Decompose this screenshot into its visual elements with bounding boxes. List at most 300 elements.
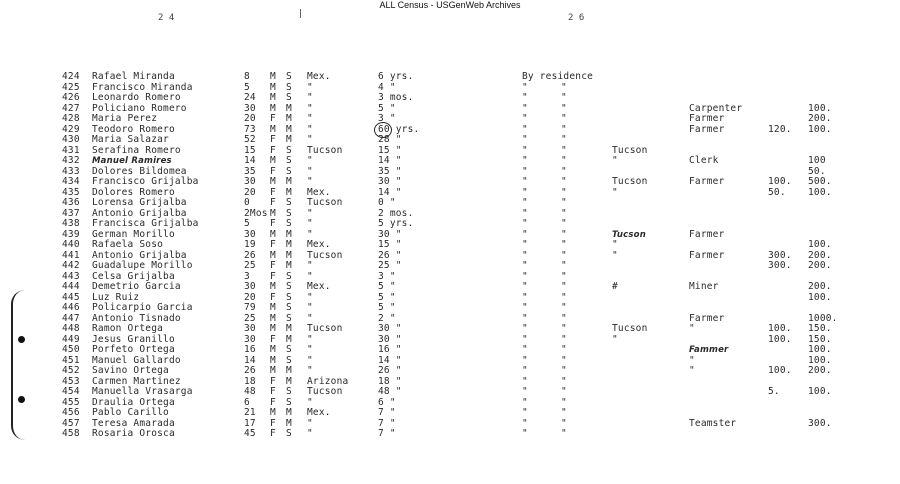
cell-yr: " bbox=[522, 186, 528, 198]
cell-age: 35 bbox=[244, 165, 256, 177]
cell-sex: M bbox=[270, 155, 276, 166]
cell-q1: " bbox=[561, 228, 567, 240]
table-row bbox=[0, 83, 900, 93]
cell-place: Tucson bbox=[612, 144, 648, 156]
cell-res: 60 yrs. bbox=[378, 123, 420, 135]
cell-num: 447 bbox=[62, 312, 80, 324]
cell-ms: M bbox=[286, 228, 292, 240]
cell-v2: 100. bbox=[808, 386, 832, 397]
cell-sex: F bbox=[270, 375, 276, 387]
cell-q1: " bbox=[561, 323, 567, 334]
cell-place: " bbox=[612, 186, 618, 198]
cell-sex: F bbox=[270, 144, 276, 156]
fold-mark bbox=[300, 9, 301, 18]
cell-birth: Mex. bbox=[307, 407, 331, 418]
cell-v2: 200. bbox=[808, 113, 832, 124]
table-row bbox=[0, 188, 900, 198]
cell-age: 21 bbox=[244, 407, 256, 418]
cell-occ: Farmer bbox=[689, 228, 725, 240]
cell-occ: Teamster bbox=[689, 417, 737, 429]
cell-place: " bbox=[612, 239, 618, 250]
cell-res: 14 " bbox=[378, 186, 402, 198]
cell-birth: Tucson bbox=[307, 323, 343, 334]
cell-q1: " bbox=[561, 312, 567, 324]
cell-birth: " bbox=[307, 123, 313, 135]
cell-res: 30 " bbox=[378, 333, 402, 345]
cell-yr: " bbox=[522, 207, 528, 219]
cell-res: 6 " bbox=[378, 396, 396, 408]
cell-res: 28 " bbox=[378, 134, 402, 145]
cell-v1: 50. bbox=[768, 186, 786, 198]
cell-occ: " bbox=[689, 365, 695, 376]
cell-birth: " bbox=[307, 417, 313, 429]
cell-birth: " bbox=[307, 176, 313, 187]
cell-name: Francisco Grijalba bbox=[92, 176, 199, 187]
cell-q1: " bbox=[561, 354, 567, 366]
cell-age: 26 bbox=[244, 365, 256, 376]
cell-sex: M bbox=[270, 207, 276, 219]
cell-sex: F bbox=[270, 113, 276, 124]
cell-name: Antonio Tisnado bbox=[92, 312, 181, 324]
cell-v1: 5. bbox=[768, 386, 780, 397]
page-number-right: 2 6 bbox=[568, 13, 585, 23]
cell-age: 14 bbox=[244, 155, 256, 166]
cell-sex: F bbox=[270, 417, 276, 429]
cell-yr: " bbox=[522, 81, 528, 93]
cell-res: 15 " bbox=[378, 144, 402, 156]
cell-ms: S bbox=[286, 281, 292, 292]
cell-q1: " bbox=[561, 207, 567, 219]
cell-yr: " bbox=[522, 270, 528, 282]
cell-v1: 300. bbox=[768, 260, 792, 271]
cell-yr: " bbox=[522, 144, 528, 156]
cell-birth: Mex. bbox=[307, 71, 331, 82]
table-row bbox=[0, 387, 900, 397]
cell-birth: " bbox=[307, 354, 313, 366]
table-row bbox=[0, 72, 900, 82]
cell-ms: S bbox=[286, 270, 292, 282]
cell-ms: S bbox=[286, 197, 292, 208]
cell-age: 19 bbox=[244, 239, 256, 250]
cell-name: Maria Perez bbox=[92, 113, 158, 124]
cell-num: 454 bbox=[62, 386, 80, 397]
cell-sex: F bbox=[270, 239, 276, 250]
cell-name: Manuella Vrasarga bbox=[92, 386, 193, 397]
cell-name: Antonio Grijalba bbox=[92, 249, 187, 261]
table-row bbox=[0, 398, 900, 408]
table-row bbox=[0, 303, 900, 313]
table-row bbox=[0, 293, 900, 303]
cell-sex: F bbox=[270, 165, 276, 177]
cell-occ: Carpenter bbox=[689, 102, 743, 114]
cell-ms: M bbox=[286, 113, 292, 124]
cell-v1: 100. bbox=[768, 323, 792, 334]
cell-q1: " bbox=[561, 81, 567, 93]
cell-v2: 100. bbox=[808, 123, 832, 135]
cell-birth: " bbox=[307, 165, 313, 177]
cell-name: Teodoro Romero bbox=[92, 123, 175, 135]
cell-name: Antonio Grijalba bbox=[92, 207, 187, 219]
cell-num: 446 bbox=[62, 302, 80, 313]
cell-res: 0 " bbox=[378, 197, 396, 208]
table-row bbox=[0, 314, 900, 324]
cell-sex: M bbox=[270, 92, 276, 103]
table-row bbox=[0, 272, 900, 282]
cell-name: Ramon Ortega bbox=[92, 323, 164, 334]
cell-res: 30 " bbox=[378, 228, 402, 240]
cell-num: 448 bbox=[62, 323, 80, 334]
cell-num: 438 bbox=[62, 218, 80, 229]
cell-res: 3 " bbox=[378, 270, 396, 282]
cell-res: 6 yrs. bbox=[378, 71, 414, 82]
cell-place: Tucson bbox=[612, 176, 648, 187]
cell-name: Luz Ruiz bbox=[92, 291, 140, 303]
cell-occ: Farmer bbox=[689, 176, 725, 187]
cell-ms: S bbox=[286, 291, 292, 303]
table-row bbox=[0, 408, 900, 418]
cell-ms: S bbox=[286, 155, 292, 166]
table-row bbox=[0, 177, 900, 187]
cell-age: 18 bbox=[244, 375, 256, 387]
cell-num: 428 bbox=[62, 113, 80, 124]
cell-q1: " bbox=[561, 333, 567, 345]
table-row bbox=[0, 429, 900, 439]
cell-q1: " bbox=[561, 186, 567, 198]
cell-age: 5 bbox=[244, 81, 250, 93]
cell-yr: " bbox=[522, 165, 528, 177]
cell-birth: " bbox=[307, 428, 313, 439]
cell-q1: " bbox=[561, 239, 567, 250]
cell-age: 0 bbox=[244, 197, 250, 208]
cell-sex: M bbox=[270, 102, 276, 114]
cell-res: 7 " bbox=[378, 407, 396, 418]
cell-sex: M bbox=[270, 365, 276, 376]
cell-birth: Tucson bbox=[307, 386, 343, 397]
cell-yr: " bbox=[522, 239, 528, 250]
cell-birth: " bbox=[307, 102, 313, 114]
cell-sex: M bbox=[270, 302, 276, 313]
cell-birth: " bbox=[307, 291, 313, 303]
cell-name: Pablo Carillo bbox=[92, 407, 169, 418]
cell-yr: " bbox=[522, 260, 528, 271]
cell-res: 2 mos. bbox=[378, 207, 414, 219]
cell-q1: " bbox=[561, 417, 567, 429]
cell-name: Porfeto Ortega bbox=[92, 344, 175, 355]
cell-ms: M bbox=[286, 176, 292, 187]
table-row bbox=[0, 93, 900, 103]
cell-res: 2 " bbox=[378, 312, 396, 324]
cell-ms: S bbox=[286, 92, 292, 103]
cell-yr: " bbox=[522, 228, 528, 240]
cell-birth: " bbox=[307, 155, 313, 166]
cell-ms: S bbox=[286, 428, 292, 439]
cell-num: 456 bbox=[62, 407, 80, 418]
cell-age: 15 bbox=[244, 144, 256, 156]
cell-sex: M bbox=[270, 354, 276, 366]
cell-place: Tucson bbox=[612, 229, 646, 240]
cell-occ: Farmer bbox=[689, 113, 725, 124]
cell-yr: " bbox=[522, 155, 528, 166]
cell-sex: M bbox=[270, 81, 276, 93]
cell-res: 14 " bbox=[378, 354, 402, 366]
cell-sex: F bbox=[270, 333, 276, 345]
cell-res: 14 " bbox=[378, 155, 402, 166]
cell-age: 48 bbox=[244, 386, 256, 397]
cell-num: 439 bbox=[62, 228, 80, 240]
cell-birth: " bbox=[307, 113, 313, 124]
cell-res: 26 " bbox=[378, 365, 402, 376]
cell-res: 18 " bbox=[378, 375, 402, 387]
cell-num: 426 bbox=[62, 92, 80, 103]
cell-ms: S bbox=[286, 165, 292, 177]
cell-q1: " bbox=[561, 249, 567, 261]
cell-ms: M bbox=[286, 123, 292, 135]
cell-yr: " bbox=[522, 375, 528, 387]
cell-q1: " bbox=[561, 375, 567, 387]
cell-num: 436 bbox=[62, 197, 80, 208]
cell-yr: " bbox=[522, 281, 528, 292]
table-row bbox=[0, 104, 900, 114]
cell-sex: F bbox=[270, 186, 276, 198]
cell-age: 17 bbox=[244, 417, 256, 429]
cell-yr: " bbox=[522, 134, 528, 145]
cell-name: German Morillo bbox=[92, 228, 175, 240]
cell-birth: Mex. bbox=[307, 239, 331, 250]
cell-v2: 500. bbox=[808, 176, 832, 187]
cell-birth: Tucson bbox=[307, 144, 343, 156]
cell-v2: 100 bbox=[808, 155, 826, 166]
cell-q1: " bbox=[561, 281, 567, 292]
table-row bbox=[0, 324, 900, 334]
cell-v2: 300. bbox=[808, 417, 832, 429]
cell-res: 7 " bbox=[378, 417, 396, 429]
table-row bbox=[0, 114, 900, 124]
cell-occ: Fammer bbox=[689, 345, 729, 355]
cell-q1: " bbox=[561, 291, 567, 303]
cell-age: 25 bbox=[244, 312, 256, 324]
cell-num: 432 bbox=[62, 155, 80, 166]
cell-place: " bbox=[612, 333, 618, 345]
table-row bbox=[0, 356, 900, 366]
cell-res: 3 " bbox=[378, 113, 396, 124]
cell-v2: 100. bbox=[808, 186, 832, 198]
cell-birth: " bbox=[307, 344, 313, 355]
cell-yr: By residence bbox=[522, 71, 594, 82]
cell-ms: M bbox=[286, 365, 292, 376]
table-row bbox=[0, 230, 900, 240]
cell-sex: M bbox=[270, 281, 276, 292]
cell-age: 20 bbox=[244, 113, 256, 124]
cell-v1: 300. bbox=[768, 249, 792, 261]
cell-ms: S bbox=[286, 207, 292, 219]
cell-ms: M bbox=[286, 333, 292, 345]
cell-name: Demetrio Garcia bbox=[92, 281, 181, 292]
cell-name: Teresa Amarada bbox=[92, 417, 175, 429]
cell-yr: " bbox=[522, 218, 528, 229]
cell-age: 14 bbox=[244, 354, 256, 366]
cell-birth: " bbox=[307, 260, 313, 271]
cell-res: 30 " bbox=[378, 176, 402, 187]
cell-v2: 200. bbox=[808, 249, 832, 261]
cell-name: Manuel Ramires bbox=[92, 156, 172, 166]
cell-occ: Miner bbox=[689, 281, 719, 292]
cell-q1: " bbox=[561, 165, 567, 177]
cell-ms: M bbox=[286, 375, 292, 387]
cell-q1: " bbox=[561, 270, 567, 282]
cell-yr: " bbox=[522, 249, 528, 261]
table-row bbox=[0, 282, 900, 292]
cell-place: # bbox=[612, 281, 618, 292]
cell-birth: " bbox=[307, 365, 313, 376]
cell-sex: M bbox=[270, 323, 276, 334]
cell-age: 2Mos bbox=[244, 207, 268, 219]
cell-name: Francisca Grijalba bbox=[92, 218, 199, 229]
cell-sex: F bbox=[270, 197, 276, 208]
table-row bbox=[0, 135, 900, 145]
cell-sex: M bbox=[270, 123, 276, 135]
cell-res: 5 " bbox=[378, 281, 396, 292]
cell-num: 424 bbox=[62, 71, 80, 82]
cell-num: 435 bbox=[62, 186, 80, 198]
cell-v2: 200. bbox=[808, 260, 832, 271]
cell-name: Dolores Romero bbox=[92, 186, 175, 198]
cell-age: 79 bbox=[244, 302, 256, 313]
cell-ms: M bbox=[286, 323, 292, 334]
cell-sex: F bbox=[270, 386, 276, 397]
cell-place: Tucson bbox=[612, 323, 648, 334]
cell-v1: 100. bbox=[768, 176, 792, 187]
cell-yr: " bbox=[522, 365, 528, 376]
cell-age: 73 bbox=[244, 123, 256, 135]
cell-yr: " bbox=[522, 123, 528, 135]
cell-age: 45 bbox=[244, 428, 256, 439]
cell-name: Manuel Gallardo bbox=[92, 354, 181, 366]
cell-q1: " bbox=[561, 260, 567, 271]
cell-res: 25 " bbox=[378, 260, 402, 271]
cell-ms: S bbox=[286, 144, 292, 156]
cell-age: 30 bbox=[244, 323, 256, 334]
cell-ms: S bbox=[286, 71, 292, 82]
cell-num: 443 bbox=[62, 270, 80, 282]
cell-res: 5 " bbox=[378, 102, 396, 114]
cell-ms: S bbox=[286, 218, 292, 229]
cell-v2: 100. bbox=[808, 102, 832, 114]
cell-res: 16 " bbox=[378, 344, 402, 355]
cell-name: Celsa Grijalba bbox=[92, 270, 175, 282]
cell-birth: " bbox=[307, 333, 313, 345]
cell-name: Maria Salazar bbox=[92, 134, 169, 145]
cell-occ: Farmer bbox=[689, 312, 725, 324]
cell-yr: " bbox=[522, 344, 528, 355]
cell-v2: 150. bbox=[808, 323, 832, 334]
cell-num: 451 bbox=[62, 354, 80, 366]
cell-birth: " bbox=[307, 134, 313, 145]
archive-header: ALL Census - USGenWeb Archives bbox=[379, 0, 521, 10]
table-row bbox=[0, 209, 900, 219]
cell-name: Draulia Ortega bbox=[92, 396, 175, 408]
table-row bbox=[0, 377, 900, 387]
cell-name: Policiano Romero bbox=[92, 102, 187, 114]
cell-birth: Tucson bbox=[307, 197, 343, 208]
cell-sex: M bbox=[270, 344, 276, 355]
cell-birth: Arizona bbox=[307, 375, 349, 387]
cell-birth: " bbox=[307, 396, 313, 408]
cell-q1: " bbox=[561, 428, 567, 439]
cell-yr: " bbox=[522, 407, 528, 418]
cell-name: Carmen Martinez bbox=[92, 375, 181, 387]
cell-ms: S bbox=[286, 396, 292, 408]
cell-birth: " bbox=[307, 207, 313, 219]
cell-occ: " bbox=[689, 323, 695, 334]
cell-age: 25 bbox=[244, 260, 256, 271]
cell-age: 20 bbox=[244, 186, 256, 198]
table-row bbox=[0, 156, 900, 166]
cell-q1: " bbox=[561, 407, 567, 418]
table-row bbox=[0, 167, 900, 177]
cell-yr: " bbox=[522, 386, 528, 397]
cell-place: " bbox=[612, 249, 618, 261]
cell-ms: M bbox=[286, 239, 292, 250]
cell-ms: M bbox=[286, 186, 292, 198]
cell-yr: " bbox=[522, 291, 528, 303]
cell-name: Savino Ortega bbox=[92, 365, 169, 376]
cell-v1: 120. bbox=[768, 123, 792, 135]
cell-occ: Clerk bbox=[689, 155, 719, 166]
cell-q1: " bbox=[561, 144, 567, 156]
cell-q1: " bbox=[561, 344, 567, 355]
cell-num: 453 bbox=[62, 375, 80, 387]
cell-place: " bbox=[612, 155, 618, 166]
cell-ms: M bbox=[286, 134, 292, 145]
table-row bbox=[0, 219, 900, 229]
cell-yr: " bbox=[522, 176, 528, 187]
cell-sex: M bbox=[270, 228, 276, 240]
cell-yr: " bbox=[522, 323, 528, 334]
cell-age: 16 bbox=[244, 344, 256, 355]
cell-birth: " bbox=[307, 270, 313, 282]
cell-res: 48 " bbox=[378, 386, 402, 397]
table-row bbox=[0, 335, 900, 345]
cell-q1: " bbox=[561, 386, 567, 397]
cell-yr: " bbox=[522, 333, 528, 345]
cell-v2: 100. bbox=[808, 344, 832, 355]
cell-age: 30 bbox=[244, 333, 256, 345]
cell-age: 24 bbox=[244, 92, 256, 103]
cell-res: 5 yrs. bbox=[378, 218, 414, 229]
cell-age: 6 bbox=[244, 396, 250, 408]
cell-ms: S bbox=[286, 344, 292, 355]
cell-sex: M bbox=[270, 71, 276, 82]
cell-res: 7 " bbox=[378, 428, 396, 439]
cell-q1: " bbox=[561, 302, 567, 313]
cell-num: 433 bbox=[62, 165, 80, 177]
cell-num: 430 bbox=[62, 134, 80, 145]
cell-birth: " bbox=[307, 218, 313, 229]
cell-name: Dolores Bildomea bbox=[92, 165, 187, 177]
cell-yr: " bbox=[522, 396, 528, 408]
cell-name: Francisco Miranda bbox=[92, 81, 193, 93]
cell-num: 442 bbox=[62, 260, 80, 271]
cell-ms: M bbox=[286, 407, 292, 418]
cell-num: 455 bbox=[62, 396, 80, 408]
cell-q1: " bbox=[561, 197, 567, 208]
cell-age: 52 bbox=[244, 134, 256, 145]
cell-name: Rafael Miranda bbox=[92, 71, 175, 82]
cell-age: 30 bbox=[244, 102, 256, 114]
cell-q1: " bbox=[561, 218, 567, 229]
cell-age: 30 bbox=[244, 176, 256, 187]
cell-v2: 200. bbox=[808, 365, 832, 376]
